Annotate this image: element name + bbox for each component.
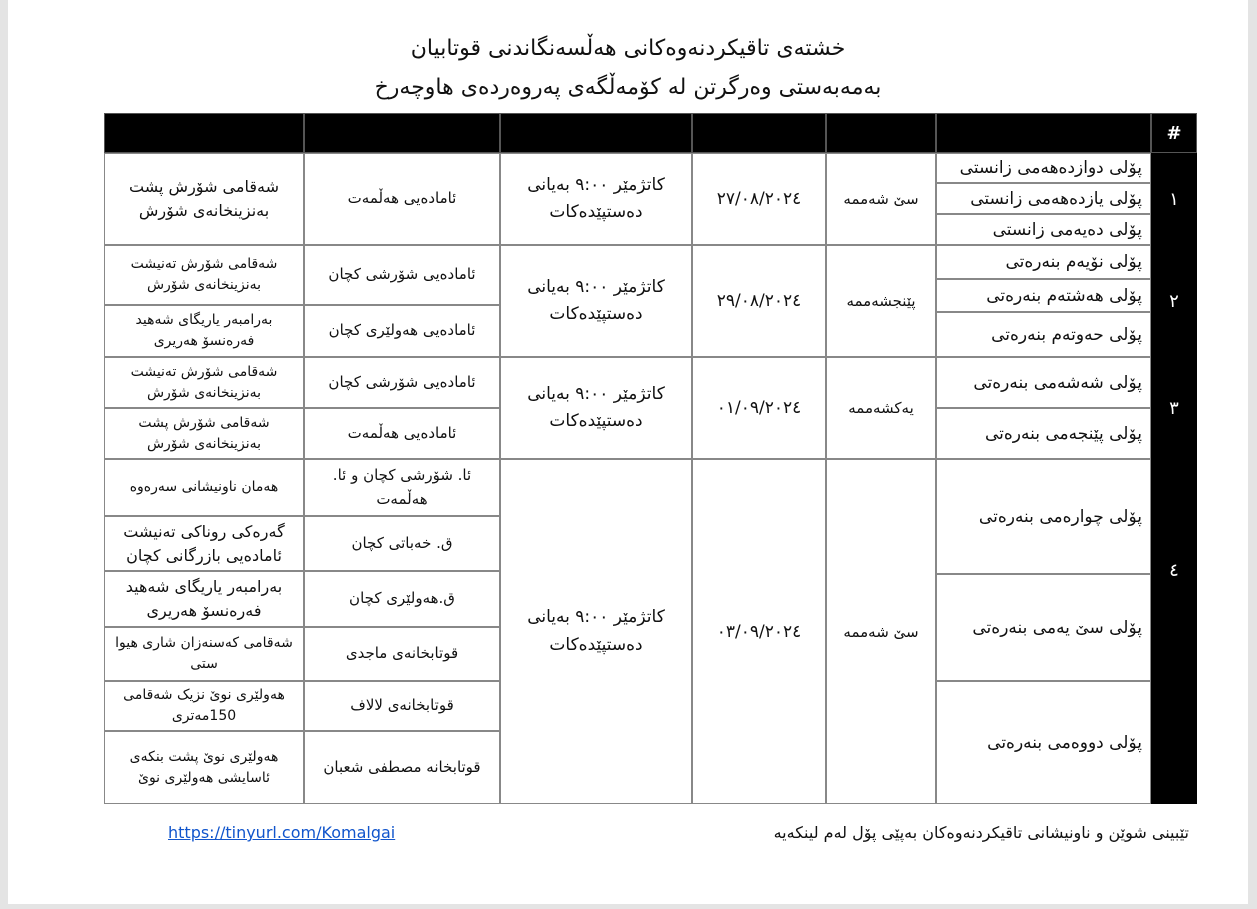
school-cell: ئامادەیی شۆرشی کچان: [304, 245, 500, 305]
school-cell: ئامادەیی هەولێری کچان: [304, 305, 500, 357]
school-cell: قوتابخانە مصطفی شعبان: [304, 731, 500, 804]
time-cell: کاتژمێر ٩:٠٠ بەیانی دەستپێدەکات: [500, 459, 692, 804]
header-cell-grade: [936, 113, 1151, 153]
grade-cell: پۆلی حەوتەم بنەرەتی: [936, 312, 1151, 357]
school-cell: ق.هەولێری کچان: [304, 571, 500, 627]
grade-cell: پۆلی دووەمی بنەرەتی: [936, 681, 1151, 804]
row-number: ١: [1151, 153, 1197, 245]
grade-cell: پۆلی نۆیەم بنەرەتی: [936, 245, 1151, 279]
location-cell: بەرامبەر یاریگای شەهید فەرەنسۆ هەریری: [104, 305, 304, 357]
grade-cell: پۆلی چوارەمی بنەرەتی: [936, 459, 1151, 574]
grade-cell: پۆلی هەشتەم بنەرەتی: [936, 279, 1151, 312]
time-cell: کاتژمێر ٩:٠٠ بەیانی دەستپێدەکات: [500, 245, 692, 357]
header-cell-date: [692, 113, 826, 153]
grade-cell: پۆلی یازدەهەمی زانستی: [936, 183, 1151, 214]
grade-cell: پۆلی شەشەمی بنەرەتی: [936, 357, 1151, 408]
school-cell: ئامادەیی هەڵمەت: [304, 408, 500, 459]
location-cell: شەقامی کەسنەزان شاری هیوا ستی: [104, 627, 304, 681]
document-page: [8, 0, 1248, 904]
day-cell: یەکشەممە: [826, 357, 936, 459]
school-cell: ئامادەیی شۆرشی کچان: [304, 357, 500, 408]
title-line-2: بەمەبەستی وەرگرتن لە کۆمەڵگەی پەروەردەی هاوچەرخ: [374, 75, 882, 100]
location-cell: شەقامی شۆرش تەنیشت بەنزینخانەی شۆرش: [104, 245, 304, 305]
row-number: ٤: [1151, 459, 1197, 681]
school-cell: قوتابخانەی لالاف: [304, 681, 500, 731]
header-cell-time: [500, 113, 692, 153]
date-cell: ٠١/٠٩/٢٠٢٤: [692, 357, 826, 459]
title-line-1: خشتەی تاقیکردنەوەکانی هەڵسەنگاندنی قوتابیان: [410, 36, 846, 61]
row-number-filler: [1151, 681, 1197, 804]
location-cell: شەقامی شۆرش پشت بەنزینخانەی شۆرش: [104, 153, 304, 245]
time-cell: کاتژمێر ٩:٠٠ بەیانی دەستپێدەکات: [500, 357, 692, 459]
location-cell: هەولێری نوێ نزیک شەقامی 150مەتری: [104, 681, 304, 731]
time-cell: کاتژمێر ٩:٠٠ بەیانی دەستپێدەکات: [500, 153, 692, 245]
header-cell-day: [826, 113, 936, 153]
row-number: ٣: [1151, 357, 1197, 459]
date-cell: ٢٧/٠٨/٢٠٢٤: [692, 153, 826, 245]
location-cell: بەرامبەر یاریگای شەهید فەرەنسۆ هەریری: [104, 571, 304, 627]
location-cell: هەمان ناونیشانی سەرەوە: [104, 459, 304, 516]
location-cell: شەقامی شۆرش تەنیشت بەنزینخانەی شۆرش: [104, 357, 304, 408]
grade-cell: پۆلی پێنجەمی بنەرەتی: [936, 408, 1151, 459]
location-cell: هەولێری نوێ پشت بنکەی ئاسایشی هەولێری نوێ: [104, 731, 304, 804]
date-cell: ٢٩/٠٨/٢٠٢٤: [692, 245, 826, 357]
grade-cell: پۆلی دەیەمی زانستی: [936, 214, 1151, 245]
school-cell: ئا. شۆرشی کچان و ئا. هەڵمەت: [304, 459, 500, 516]
day-cell: پێنجشەممە: [826, 245, 936, 357]
day-cell: سێ شەممە: [826, 459, 936, 804]
grade-cell: پۆلی دوازدەهەمی زانستی: [936, 153, 1151, 183]
header-cell-school: [304, 113, 500, 153]
header-cell-number: #: [1151, 113, 1197, 153]
header-cell-location: [104, 113, 304, 153]
date-cell: ٠٣/٠٩/٢٠٢٤: [692, 459, 826, 804]
school-cell: ئامادەیی هەڵمەت: [304, 153, 500, 245]
school-cell: قوتابخانەی ماجدی: [304, 627, 500, 681]
school-cell: ق. خەباتی کچان: [304, 516, 500, 571]
footer-note: تێبینی شوێن و ناونیشانی تاقیکردنەوەکان بەپێی پۆل لەم لینکەیە: [773, 823, 1189, 842]
row-number: ٢: [1151, 245, 1197, 357]
location-cell: شەقامی شۆرش پشت بەنزینخانەی شۆرش: [104, 408, 304, 459]
grade-cell: پۆلی سێ یەمی بنەرەتی: [936, 574, 1151, 681]
footer-link[interactable]: https://tinyurl.com/Komalgai: [168, 823, 396, 842]
day-cell: سێ شەممە: [826, 153, 936, 245]
location-cell: گەرەکی روناکی تەنیشت ئامادەیی بازرگانی کچان: [104, 516, 304, 571]
